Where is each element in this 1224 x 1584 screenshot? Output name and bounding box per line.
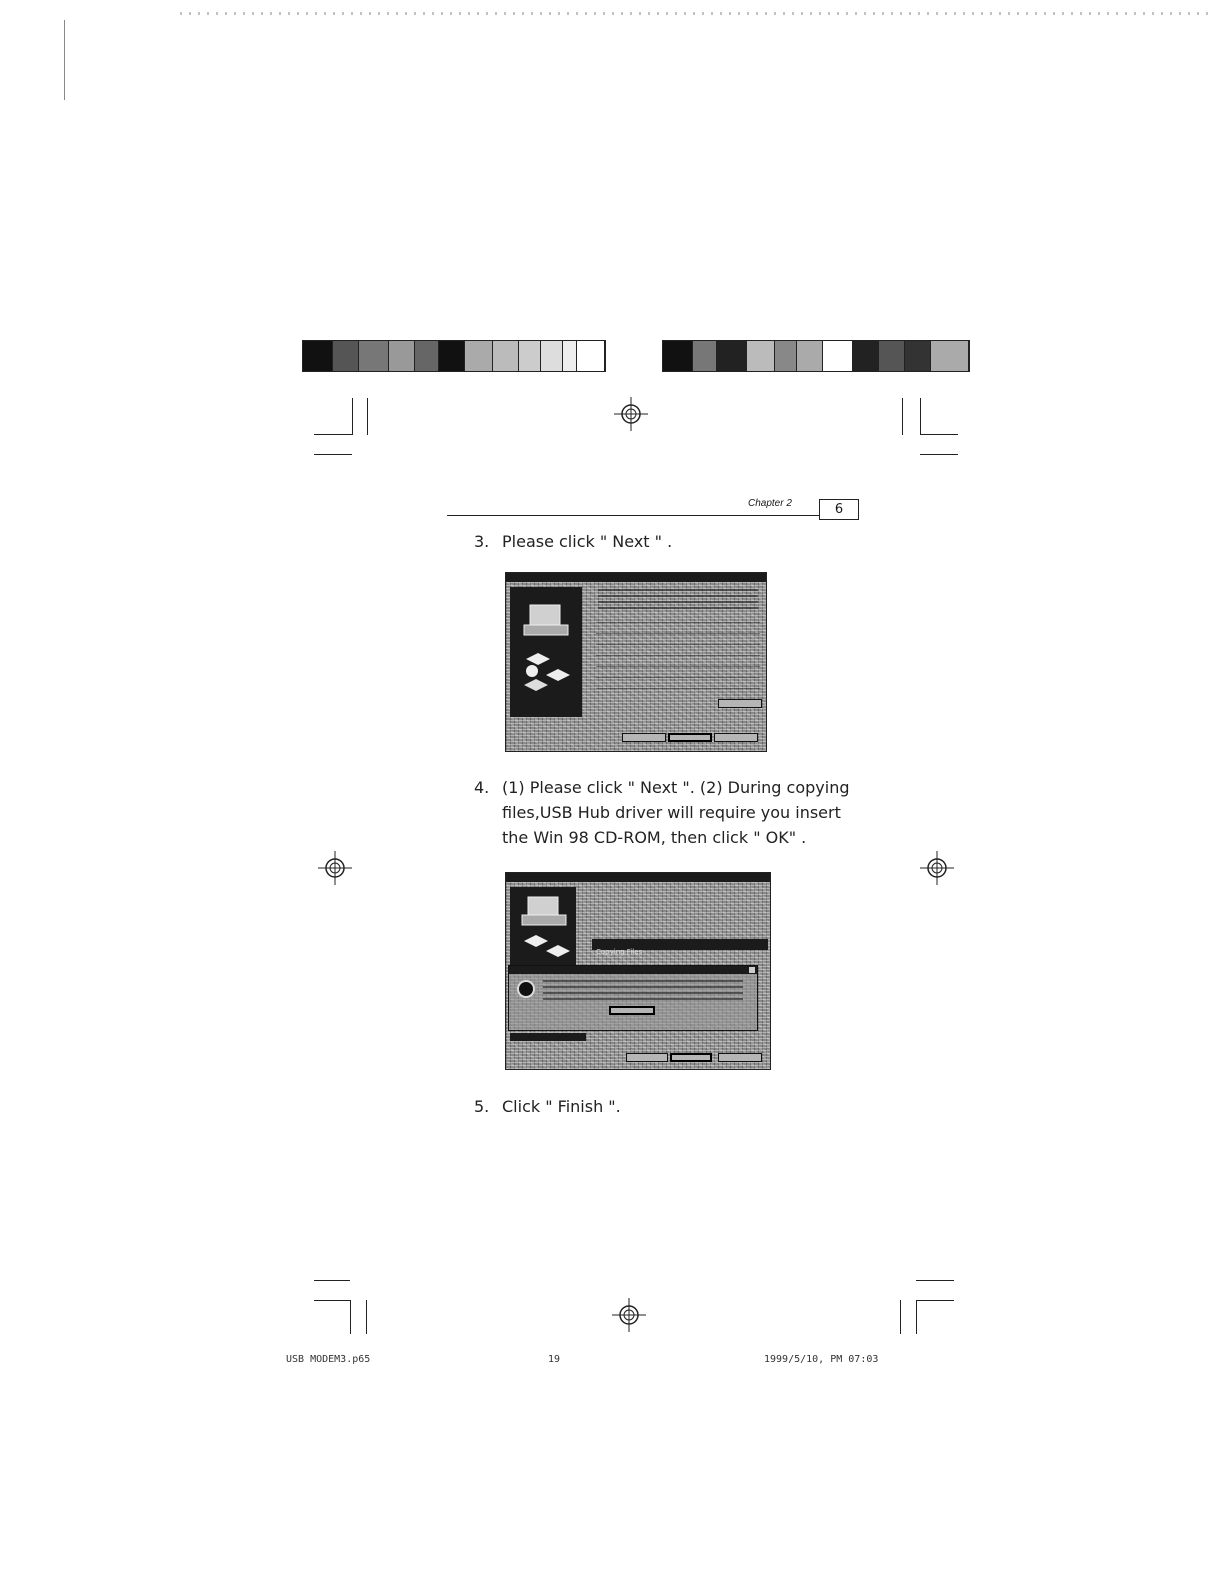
step-4 <box>474 775 850 850</box>
scan-noise-top <box>180 12 1210 15</box>
copying-files-label: Copying Files <box>596 948 643 956</box>
footer-sheet-number: 19 <box>548 1354 561 1365</box>
footer-timestamp: 1999/5/10, PM 07:03 <box>764 1354 879 1365</box>
step-3 <box>474 529 672 554</box>
next-button[interactable] <box>670 1053 712 1062</box>
crop-mark-bottom-right-h2 <box>916 1300 954 1301</box>
crop-mark-top-right-h <box>920 434 958 435</box>
crop-mark-top-left-v2 <box>367 398 368 435</box>
step-text: Click " Finish ". <box>502 1097 621 1116</box>
error-icon <box>517 980 535 998</box>
crop-mark-bottom-left-v2 <box>366 1300 367 1334</box>
crop-mark-top-left-h2 <box>314 454 352 455</box>
hardware-wizard-icon <box>514 891 574 965</box>
crop-mark-bottom-right-h <box>916 1280 954 1281</box>
step-number: 4. <box>474 778 490 797</box>
registration-target-icon <box>318 851 352 885</box>
crop-mark-top-left-h <box>314 434 352 435</box>
window-titlebar <box>506 873 770 882</box>
step-5 <box>474 1094 621 1119</box>
crop-mark-top-left-v <box>352 398 353 435</box>
color-bar-left <box>302 340 606 372</box>
dialog-message-lines <box>543 980 743 1000</box>
scan-edge-mark <box>64 20 65 100</box>
header-rule <box>447 515 819 516</box>
crop-mark-bottom-left-v <box>350 1300 351 1334</box>
dialog-close-icon[interactable] <box>749 967 755 973</box>
crop-mark-bottom-left-h2 <box>314 1300 350 1301</box>
crop-mark-bottom-right-v <box>916 1300 917 1334</box>
back-button[interactable] <box>626 1053 668 1062</box>
footer-file-name: USB MODEM3.p65 <box>286 1354 371 1365</box>
progress-bar <box>510 1033 586 1041</box>
registration-target-icon <box>612 1298 646 1332</box>
page-number-box <box>819 499 859 520</box>
crop-mark-top-right-h2 <box>920 454 958 455</box>
window-titlebar <box>506 573 766 582</box>
insert-disk-dialog <box>508 965 758 1031</box>
dialog-titlebar <box>509 966 757 974</box>
color-bar-right <box>662 340 970 372</box>
cancel-button[interactable] <box>718 1053 762 1062</box>
crop-mark-top-right-v2 <box>920 398 921 435</box>
step-text-line-1: (1) Please click " Next ". (2) During copying <box>502 778 850 797</box>
hardware-wizard-icon <box>516 599 578 709</box>
crop-mark-bottom-right-v2 <box>900 1300 901 1334</box>
registration-target-icon <box>920 851 954 885</box>
copying-files-bar <box>592 939 768 956</box>
step-text: Please click " Next " . <box>502 532 673 551</box>
back-button[interactable] <box>622 733 666 742</box>
page-number: 6 <box>834 502 844 517</box>
wizard-list-area <box>596 617 760 689</box>
next-button[interactable] <box>668 733 712 742</box>
cancel-button[interactable] <box>714 733 758 742</box>
wizard-text-lines <box>598 589 758 609</box>
browse-button[interactable] <box>718 699 762 708</box>
step-text-line-3: the Win 98 CD-ROM, then click " OK" . <box>502 828 807 847</box>
chapter-label: Chapter 2 <box>748 498 792 509</box>
step-text-line-2: files,USB Hub driver will require you insert <box>502 803 841 822</box>
wizard-screenshot-1 <box>505 572 767 752</box>
registration-target-icon <box>614 397 648 431</box>
crop-mark-bottom-left-h <box>314 1280 350 1281</box>
ok-button[interactable] <box>609 1006 655 1015</box>
crop-mark-top-right-v <box>902 398 903 435</box>
step-number: 5. <box>474 1097 490 1116</box>
wizard-screenshot-2 <box>505 872 771 1070</box>
step-number: 3. <box>474 532 490 551</box>
